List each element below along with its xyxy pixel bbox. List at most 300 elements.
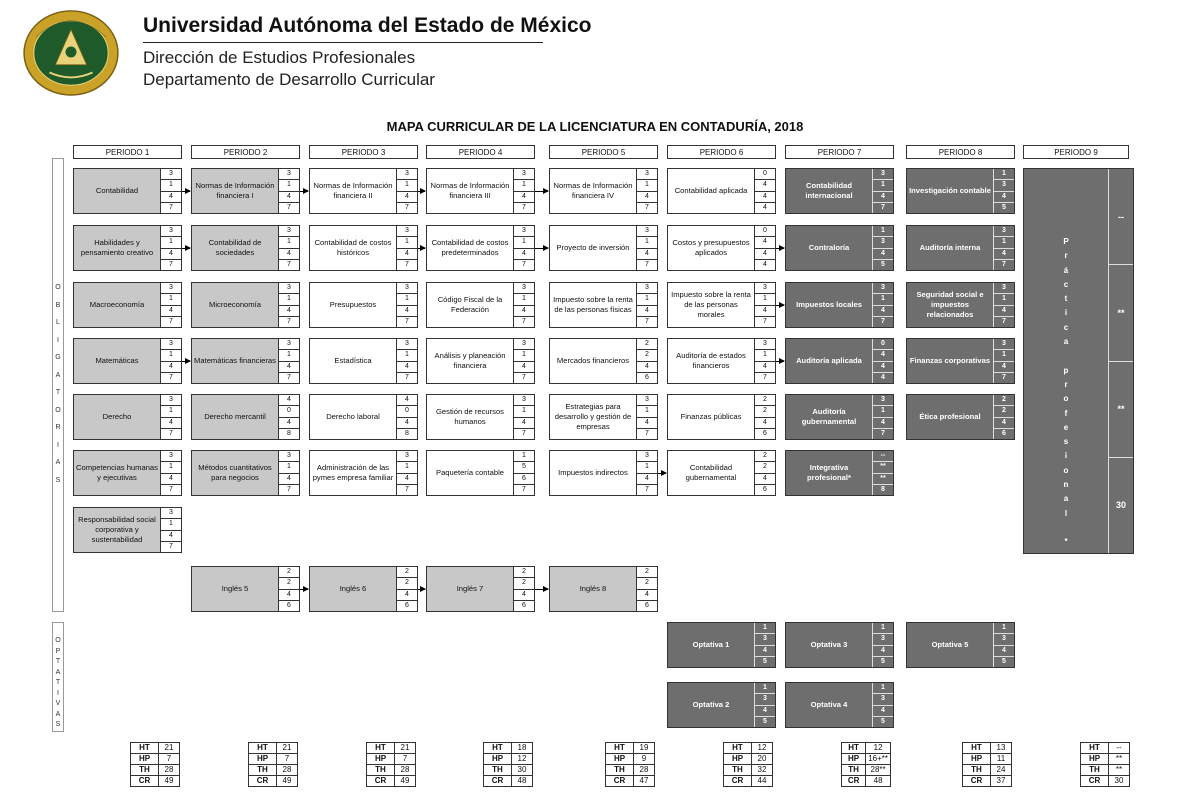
course-name: Auditoría de estados financieros (676, 351, 746, 370)
course-name: Microeconomía (209, 300, 261, 310)
totals-row (963, 754, 1012, 765)
credit-value: 4 (755, 706, 775, 717)
course-name: Paquetería contable (436, 468, 504, 478)
credit-value: 1 (637, 237, 657, 248)
side-letter: B (55, 301, 61, 309)
credit-value: 1 (514, 180, 534, 191)
course-name: Optativa 1 (692, 640, 730, 650)
side-letter: V (55, 700, 61, 707)
credit-value: 7 (405, 260, 409, 268)
totals-value: 12 (752, 743, 773, 754)
totals-key: HT (842, 743, 866, 754)
credit-value: 5 (514, 462, 534, 473)
credit-value: 4 (873, 306, 893, 317)
totals-row (367, 754, 416, 765)
side-letter: T (55, 389, 61, 396)
course-credits (636, 283, 657, 327)
side-letter: O (55, 284, 61, 291)
totals-value: 48 (512, 776, 533, 787)
credit-value: 3 (755, 694, 775, 705)
practica-credit-value: ** (1109, 265, 1133, 361)
credit-value: 3 (397, 226, 417, 237)
totals-value: 16+** (866, 754, 891, 765)
course-box (426, 168, 535, 214)
credit-value: 4 (279, 474, 299, 485)
credit-value: 7 (645, 429, 649, 437)
totals-value: ** (1109, 754, 1130, 765)
period-header: PERIODO 3 (309, 145, 418, 159)
totals-row (1081, 754, 1130, 765)
totals-row (963, 743, 1012, 754)
course-name: Macroeconomía (89, 300, 145, 310)
course-credits (636, 567, 657, 611)
credit-value: 7 (405, 373, 409, 381)
credit-value: 4 (994, 192, 1014, 203)
credit-value: 1 (279, 180, 299, 191)
credit-value: 4 (161, 474, 181, 485)
credit-value: 7 (287, 373, 291, 381)
course-box (73, 450, 182, 496)
prerequisite-arrow (535, 589, 548, 590)
totals-value: 30 (512, 765, 533, 776)
ingles-course-box (549, 566, 658, 612)
course-box (73, 507, 182, 553)
course-box (549, 394, 658, 440)
course-credits (160, 451, 181, 495)
credit-value: 3 (397, 283, 417, 294)
practica-letter: n (1063, 480, 1069, 490)
credit-value: 1 (755, 683, 775, 694)
totals-key: HT (367, 743, 395, 754)
practica-letter: i (1064, 451, 1068, 461)
credit-value: 1 (994, 623, 1014, 634)
credit-value: ** (873, 474, 893, 485)
course-box (667, 450, 776, 496)
totals-row (367, 765, 416, 776)
course-credits (513, 567, 534, 611)
course-credits (872, 169, 893, 213)
totals-key: CR (606, 776, 634, 787)
credit-value: 2 (279, 567, 299, 578)
credit-value: 3 (161, 395, 181, 406)
credit-value: 4 (637, 306, 657, 317)
credit-value: -- (873, 451, 893, 462)
credit-value: 3 (397, 339, 417, 350)
credit-value: 7 (405, 485, 409, 493)
course-credits (754, 226, 775, 270)
credit-value: 7 (1002, 317, 1006, 325)
credit-value: 1 (637, 462, 657, 473)
credit-value: 5 (763, 717, 767, 725)
side-letter: T (55, 658, 61, 665)
course-credits (872, 226, 893, 270)
credit-value: 4 (994, 646, 1014, 657)
course-credits (872, 339, 893, 383)
credit-value: 1 (161, 462, 181, 473)
credit-value: 7 (881, 203, 885, 211)
credit-value: 7 (763, 317, 767, 325)
credit-value: 3 (873, 634, 893, 645)
credit-value: 4 (755, 249, 775, 260)
course-credits (754, 395, 775, 439)
course-box (426, 394, 535, 440)
course-name: Investigación contable (909, 186, 991, 196)
credit-value: 4 (637, 418, 657, 429)
totals-row (249, 765, 298, 776)
practica-letter: P (1063, 237, 1069, 246)
course-name: Contabilidad (95, 186, 139, 196)
credit-value: 7 (169, 542, 173, 550)
side-letter: R (55, 424, 61, 431)
credit-value: 7 (522, 203, 526, 211)
course-name: Estrategias para desarrollo y gestión de empresas (554, 402, 632, 431)
credit-value: 5 (763, 657, 767, 665)
totals-value: ** (1109, 765, 1130, 776)
credit-value: 1 (514, 237, 534, 248)
credit-value: 0 (279, 406, 299, 417)
credit-value: 5 (1002, 203, 1006, 211)
totals-value: 48 (866, 776, 891, 787)
course-credits (754, 683, 775, 727)
credit-value: 4 (279, 362, 299, 373)
course-name: Inglés 5 (221, 584, 249, 594)
practica-letter: a (1063, 337, 1069, 347)
totals-key: HP (367, 754, 395, 765)
credit-value: 2 (755, 406, 775, 417)
credit-value: 7 (645, 203, 649, 211)
course-credits (160, 339, 181, 383)
course-name: Integrativa profesional* (807, 463, 851, 482)
course-name: Ética profesional (919, 412, 981, 422)
credit-value: 1 (397, 237, 417, 248)
credit-value: 4 (755, 180, 775, 191)
credit-value: 7 (522, 429, 526, 437)
totals-value: 21 (395, 743, 416, 754)
credit-value: 3 (514, 226, 534, 237)
credit-value: 7 (645, 485, 649, 493)
credit-value: 3 (755, 339, 775, 350)
credit-value: 4 (873, 249, 893, 260)
practica-letter: o (1063, 465, 1069, 475)
credit-value: 4 (397, 249, 417, 260)
credit-value: 4 (755, 474, 775, 485)
course-box (667, 394, 776, 440)
totals-key: HP (484, 754, 512, 765)
credit-value: 4 (873, 362, 893, 373)
credit-value: 6 (514, 474, 534, 485)
credit-value: 4 (637, 474, 657, 485)
period-header: PERIODO 6 (667, 145, 776, 159)
totals-row (484, 776, 533, 787)
credit-value: 7 (405, 203, 409, 211)
credit-value: 4 (637, 362, 657, 373)
course-credits (396, 395, 417, 439)
map-title: MAPA CURRICULAR DE LA LICENCIATURA EN CONTADURÍA, 2018 (386, 119, 804, 134)
credit-value: 3 (514, 283, 534, 294)
credit-value: 1 (873, 683, 893, 694)
period-header: PERIODO 9 (1023, 145, 1129, 159)
credit-value: 4 (755, 362, 775, 373)
course-box (549, 282, 658, 328)
totals-key: HP (606, 754, 634, 765)
course-name: Contraloría (808, 243, 850, 253)
totals-row (842, 754, 891, 765)
course-credits (278, 169, 299, 213)
credit-value: 7 (522, 317, 526, 325)
course-box (309, 225, 418, 271)
course-credits (993, 169, 1014, 213)
credit-value: 1 (161, 237, 181, 248)
totals-key: TH (842, 765, 866, 776)
period-header: PERIODO 4 (426, 145, 535, 159)
prerequisite-arrow (776, 248, 784, 249)
credit-value: 7 (522, 485, 526, 493)
totals-key: HP (249, 754, 277, 765)
totals-key: CR (1081, 776, 1109, 787)
totals-row (724, 743, 773, 754)
prerequisite-arrow (418, 589, 425, 590)
totals-key: TH (1081, 765, 1109, 776)
credit-value: 4 (873, 646, 893, 657)
totals-value: 21 (277, 743, 298, 754)
course-box (191, 394, 300, 440)
totals-key: TH (367, 765, 395, 776)
practica-letter: i (1064, 308, 1068, 318)
credit-value: 1 (994, 169, 1014, 180)
credit-value: 3 (161, 339, 181, 350)
course-credits (993, 283, 1014, 327)
course-credits (754, 169, 775, 213)
totals-value: 32 (752, 765, 773, 776)
credit-value: 6 (763, 485, 767, 493)
totals-key: TH (131, 765, 159, 776)
totals-value: 11 (991, 754, 1012, 765)
course-box (785, 225, 894, 271)
totals-row (606, 765, 655, 776)
period-totals-table (841, 742, 891, 787)
credit-value: 4 (397, 192, 417, 203)
course-box (906, 225, 1015, 271)
credit-value: 0 (755, 169, 775, 180)
credit-value: 1 (873, 180, 893, 191)
credit-value: 3 (161, 226, 181, 237)
prerequisite-arrow (535, 248, 548, 249)
course-credits (754, 451, 775, 495)
course-box (785, 338, 894, 384)
credit-value: 4 (763, 260, 767, 268)
totals-key: TH (724, 765, 752, 776)
course-credits (396, 567, 417, 611)
period-totals-table (366, 742, 416, 787)
credit-value: 1 (755, 350, 775, 361)
totals-value: 49 (277, 776, 298, 787)
side-letter: A (55, 371, 61, 379)
credit-value: 3 (873, 169, 893, 180)
totals-key: HT (606, 743, 634, 754)
course-credits (278, 226, 299, 270)
credit-value: 7 (881, 317, 885, 325)
totals-row (249, 754, 298, 765)
course-name: Inglés 6 (339, 584, 367, 594)
course-name: Normas de Información financiera I (195, 181, 275, 200)
course-credits (513, 226, 534, 270)
credit-value: 4 (637, 192, 657, 203)
prerequisite-arrow (776, 305, 784, 306)
optativas-side-label (52, 622, 64, 732)
course-name: Derecho laboral (326, 412, 380, 422)
course-name: Estadística (334, 356, 372, 366)
course-credits (754, 283, 775, 327)
optativa-box (906, 622, 1015, 668)
credit-value: 2 (514, 567, 534, 578)
course-credits (872, 451, 893, 495)
credit-value: 4 (397, 474, 417, 485)
totals-row (131, 765, 180, 776)
totals-row (724, 765, 773, 776)
credit-value: 2 (637, 350, 657, 361)
totals-value: 49 (159, 776, 180, 787)
course-credits (278, 451, 299, 495)
practica-letter: t (1064, 294, 1068, 304)
totals-row (131, 743, 180, 754)
course-box (73, 282, 182, 328)
credit-value: 8 (881, 485, 885, 493)
course-name: Proyecto de inversión (556, 243, 630, 253)
course-box (785, 168, 894, 214)
side-letter: L (56, 319, 60, 326)
practica-letter: c (1063, 279, 1069, 289)
totals-value: 28 (159, 765, 180, 776)
credit-value: 4 (161, 418, 181, 429)
course-credits (754, 623, 775, 667)
practica-letter: p (1063, 365, 1069, 375)
credit-value: 3 (994, 226, 1014, 237)
totals-row (249, 743, 298, 754)
totals-row (131, 776, 180, 787)
credit-value: 7 (645, 317, 649, 325)
side-letter: O (55, 637, 61, 644)
course-box (191, 168, 300, 214)
credit-value: 4 (514, 362, 534, 373)
credit-value: 2 (994, 406, 1014, 417)
practica-credit-value: -- (1109, 169, 1133, 265)
credit-value: 4 (514, 306, 534, 317)
course-credits (396, 226, 417, 270)
totals-value: 7 (159, 754, 180, 765)
course-name: Gestión de recursos humanos (436, 407, 504, 426)
totals-row (1081, 776, 1130, 787)
credit-value: 5 (881, 717, 885, 725)
course-name: Habilidades y pensamiento creativo (80, 238, 154, 257)
credit-value: 6 (405, 601, 409, 609)
course-box (191, 338, 300, 384)
credit-value: 1 (161, 294, 181, 305)
totals-row (367, 776, 416, 787)
course-credits (636, 226, 657, 270)
course-name: Auditoría aplicada (796, 356, 862, 366)
course-name: Matemáticas financieras (194, 356, 276, 366)
department-name: Departamento de Desarrollo Curricular (143, 70, 435, 89)
totals-key: CR (367, 776, 395, 787)
prerequisite-arrow (182, 361, 190, 362)
totals-value: 37 (991, 776, 1012, 787)
totals-value: 28 (395, 765, 416, 776)
course-name: Derecho mercantil (204, 412, 266, 422)
course-box (309, 338, 418, 384)
totals-key: HT (1081, 743, 1109, 754)
credit-value: 1 (755, 623, 775, 634)
credit-value: 1 (397, 350, 417, 361)
course-credits (160, 226, 181, 270)
course-credits (396, 451, 417, 495)
credit-value: 3 (873, 694, 893, 705)
side-letter: I (57, 441, 59, 449)
credit-value: 4 (279, 395, 299, 406)
course-name: Inglés 7 (456, 584, 484, 594)
credit-value: 4 (755, 306, 775, 317)
credit-value: 2 (397, 578, 417, 589)
side-letter: A (55, 668, 61, 676)
totals-key: HP (131, 754, 159, 765)
period-totals-table (962, 742, 1012, 787)
credit-value: 4 (755, 646, 775, 657)
credit-value: 2 (994, 395, 1014, 406)
credit-value: 2 (279, 578, 299, 589)
course-name: Finanzas corporativas (909, 356, 991, 366)
course-credits (513, 451, 534, 495)
totals-row (484, 765, 533, 776)
course-name: Costos y presupuestos aplicados (672, 238, 750, 257)
side-letter: S (55, 476, 61, 484)
course-credits (278, 567, 299, 611)
credit-value: 3 (161, 508, 181, 519)
totals-key: CR (963, 776, 991, 787)
course-box (667, 338, 776, 384)
totals-value: 49 (395, 776, 416, 787)
practica-letter: s (1063, 437, 1069, 447)
credit-value: 4 (514, 590, 534, 601)
totals-value: 21 (159, 743, 180, 754)
totals-value: 28 (634, 765, 655, 776)
obligatorias-side-label (52, 158, 64, 612)
totals-row (724, 754, 773, 765)
totals-row (1081, 765, 1130, 776)
course-credits (636, 169, 657, 213)
totals-key: HT (724, 743, 752, 754)
credit-value: 4 (397, 362, 417, 373)
credit-value: 4 (755, 237, 775, 248)
course-box (191, 282, 300, 328)
course-credits (872, 683, 893, 727)
credit-value: 5 (881, 260, 885, 268)
credit-value: 1 (514, 451, 534, 462)
course-box (426, 225, 535, 271)
credit-value: 1 (279, 237, 299, 248)
course-name: Normas de Información financiera II (313, 181, 393, 200)
credit-value: 4 (637, 590, 657, 601)
credit-value: 1 (994, 350, 1014, 361)
totals-key: HT (963, 743, 991, 754)
period-totals-table (1080, 742, 1130, 787)
totals-key: HT (484, 743, 512, 754)
credit-value: 4 (994, 306, 1014, 317)
credit-value: 0 (873, 339, 893, 350)
credit-value: 3 (755, 283, 775, 294)
totals-value: 12 (512, 754, 533, 765)
practica-letter (1065, 521, 1067, 535)
credit-value: 1 (637, 180, 657, 191)
totals-row (484, 743, 533, 754)
